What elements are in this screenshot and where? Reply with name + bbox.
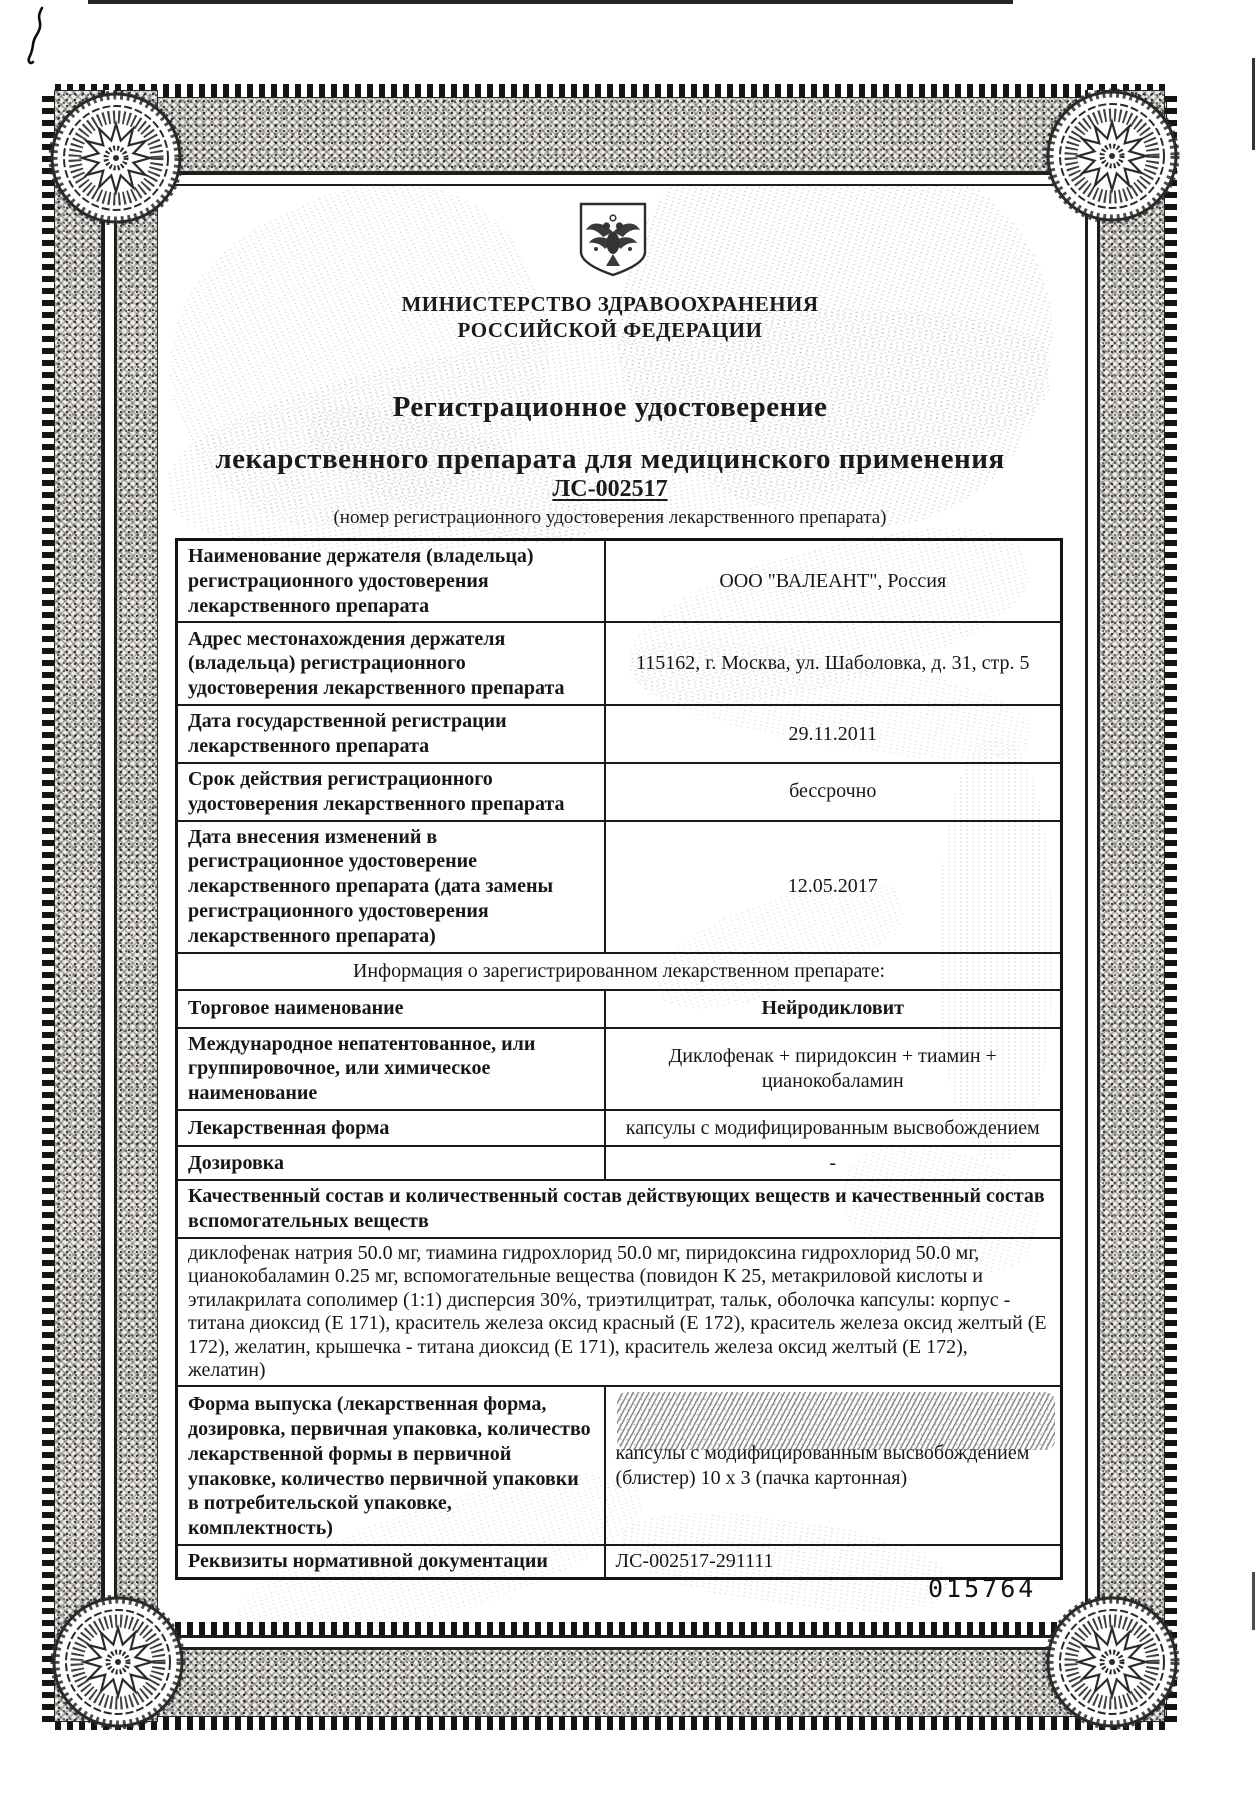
table-value: ЛС-002517-291111 xyxy=(605,1545,1062,1578)
table-label: Адрес местонахождения держателя (владельца) регистрационного удостоверения лекарственного препарата xyxy=(177,622,605,705)
frame-pattern xyxy=(54,90,102,1722)
table-label: Дозировка xyxy=(177,1146,605,1180)
info-section-header: Информация о зарегистрированном лекарственном препарате: xyxy=(177,953,1062,990)
frame-band-right xyxy=(1085,90,1177,1722)
composition-header: Качественный состав и количественный состав действующих веществ и качественный состав вспомогательных веществ xyxy=(177,1180,1062,1238)
table-label: Срок действия регистрационного удостоверения лекарственного препарата xyxy=(177,763,605,821)
frame-double-line xyxy=(102,90,116,1722)
table-value: Диклофенак + пиридоксин + тиамин + цианокобаламин xyxy=(605,1028,1062,1110)
table-row xyxy=(177,821,1062,953)
registration-number: ЛС-002517 xyxy=(552,476,668,502)
composition-text: диклофенак натрия 50.0 мг, тиамина гидрохлорид 50.0 мг, пиридоксина гидрохлорид 50.0 мг, цианокобаламин 0.25 мг, вспомогательные вещества (повидон К 25, метакриловой кислоты и этилакрилата сополимер (1:1) дисперсия 30%, триэтилцитрат, тальк, оболочка капсулы: корпус - титана диоксид (Е 171), краситель железа оксид красный (Е 172), краситель железа оксид желтый (Е 172), желатин, крышечка - титана диоксид (Е 171), краситель железа оксид желтый (Е 172), желатин) xyxy=(177,1238,1062,1386)
scan-artifact-top-line xyxy=(88,0,1013,4)
table-value: ООО "ВАЛЕАНТ", Россия xyxy=(605,540,1062,623)
table-row xyxy=(177,540,1062,623)
russia-coat-of-arms-icon xyxy=(578,202,648,278)
frame-double-line xyxy=(55,1635,1167,1649)
table-label: Лекарственная форма xyxy=(177,1110,605,1146)
table-row xyxy=(177,1146,1062,1180)
table-value: - xyxy=(605,1146,1062,1180)
table-row xyxy=(177,1028,1062,1110)
table-section-row xyxy=(177,953,1062,990)
registration-number-caption: (номер регистрационного удостоверения лекарственного препарата) xyxy=(333,507,887,528)
frame-pattern xyxy=(116,90,158,1722)
table-label: Дата государственной регистрации лекарственного препарата xyxy=(177,705,605,763)
table-row xyxy=(177,705,1062,763)
frame-fringe xyxy=(1165,90,1177,1722)
corner-rosette-top-right-icon xyxy=(1042,86,1182,226)
scan-artifact-edge xyxy=(1252,58,1255,150)
table-row xyxy=(177,622,1062,705)
table-label: Международное непатентованное, или группировочное, или химическое наименование xyxy=(177,1028,605,1110)
frame-band-bottom xyxy=(55,1622,1167,1730)
frame-band-top xyxy=(55,84,1167,186)
table-label: Торговое наименование xyxy=(177,990,605,1028)
blank-serial-number: 015764 xyxy=(928,1574,1037,1603)
ministry-name-line1: МИНИСТЕРСТВО ЗДРАВООХРАНЕНИЯ xyxy=(401,292,819,316)
table-row xyxy=(177,1386,1062,1545)
frame-teeth xyxy=(55,1717,1167,1730)
table-value: 12.05.2017 xyxy=(605,821,1062,953)
ministry-name-line2: РОССИЙСКОЙ ФЕДЕРАЦИИ xyxy=(457,318,763,342)
corner-rosette-bottom-right-icon xyxy=(1042,1592,1182,1732)
frame-double-line xyxy=(1085,90,1099,1722)
scan-artifact-edge xyxy=(1252,1572,1255,1630)
frame-double-line xyxy=(55,172,1167,186)
table-section-row xyxy=(177,1238,1062,1386)
frame-teeth xyxy=(55,1622,1167,1635)
table-value: капсулы с модифицированным высвобождением xyxy=(605,1110,1062,1146)
table-label: Наименование держателя (владельца) регистрационного удостоверения лекарственного препарата xyxy=(177,540,605,623)
pen-mark-icon xyxy=(20,6,54,68)
corner-rosette-top-left-icon xyxy=(46,88,186,228)
document-title-line1: Регистрационное удостоверение xyxy=(392,391,828,423)
table-value: Нейродикловит xyxy=(605,990,1062,1028)
certificate-table xyxy=(175,538,1063,1580)
table-value: 115162, г. Москва, ул. Шаболовка, д. 31, стр. 5 xyxy=(605,622,1062,705)
frame-fringe xyxy=(42,90,54,1722)
frame-teeth xyxy=(55,84,1167,97)
table-value: капсулы с модифицированным высвобождением (блистер) 10 х 3 (пачка картонная) xyxy=(605,1386,1062,1545)
table-value: 29.11.2011 xyxy=(605,705,1062,763)
table-row xyxy=(177,763,1062,821)
table-row xyxy=(177,1110,1062,1146)
table-row xyxy=(177,990,1062,1028)
table-label: Форма выпуска (лекарственная форма, дозировка, первичная упаковка, количество лекарственной формы в первичной упаковке, количество первичной упаковки в потребительской упаковке, комплектность) xyxy=(177,1386,605,1545)
frame-pattern xyxy=(55,97,1167,172)
frame-band-left xyxy=(42,90,158,1722)
table-label: Реквизиты нормативной документации xyxy=(177,1545,605,1578)
table-value: бессрочно xyxy=(605,763,1062,821)
corner-rosette-bottom-left-icon xyxy=(48,1592,188,1732)
frame-pattern xyxy=(1099,90,1165,1722)
frame-pattern xyxy=(55,1649,1167,1717)
table-label: Дата внесения изменений в регистрационное удостоверение лекарственного препарата (дата замены регистрационного удостоверения лекарственного препарата) xyxy=(177,821,605,953)
table-section-row xyxy=(177,1180,1062,1238)
document-title-line2: лекарственного препарата для медицинского применения xyxy=(215,443,1005,475)
